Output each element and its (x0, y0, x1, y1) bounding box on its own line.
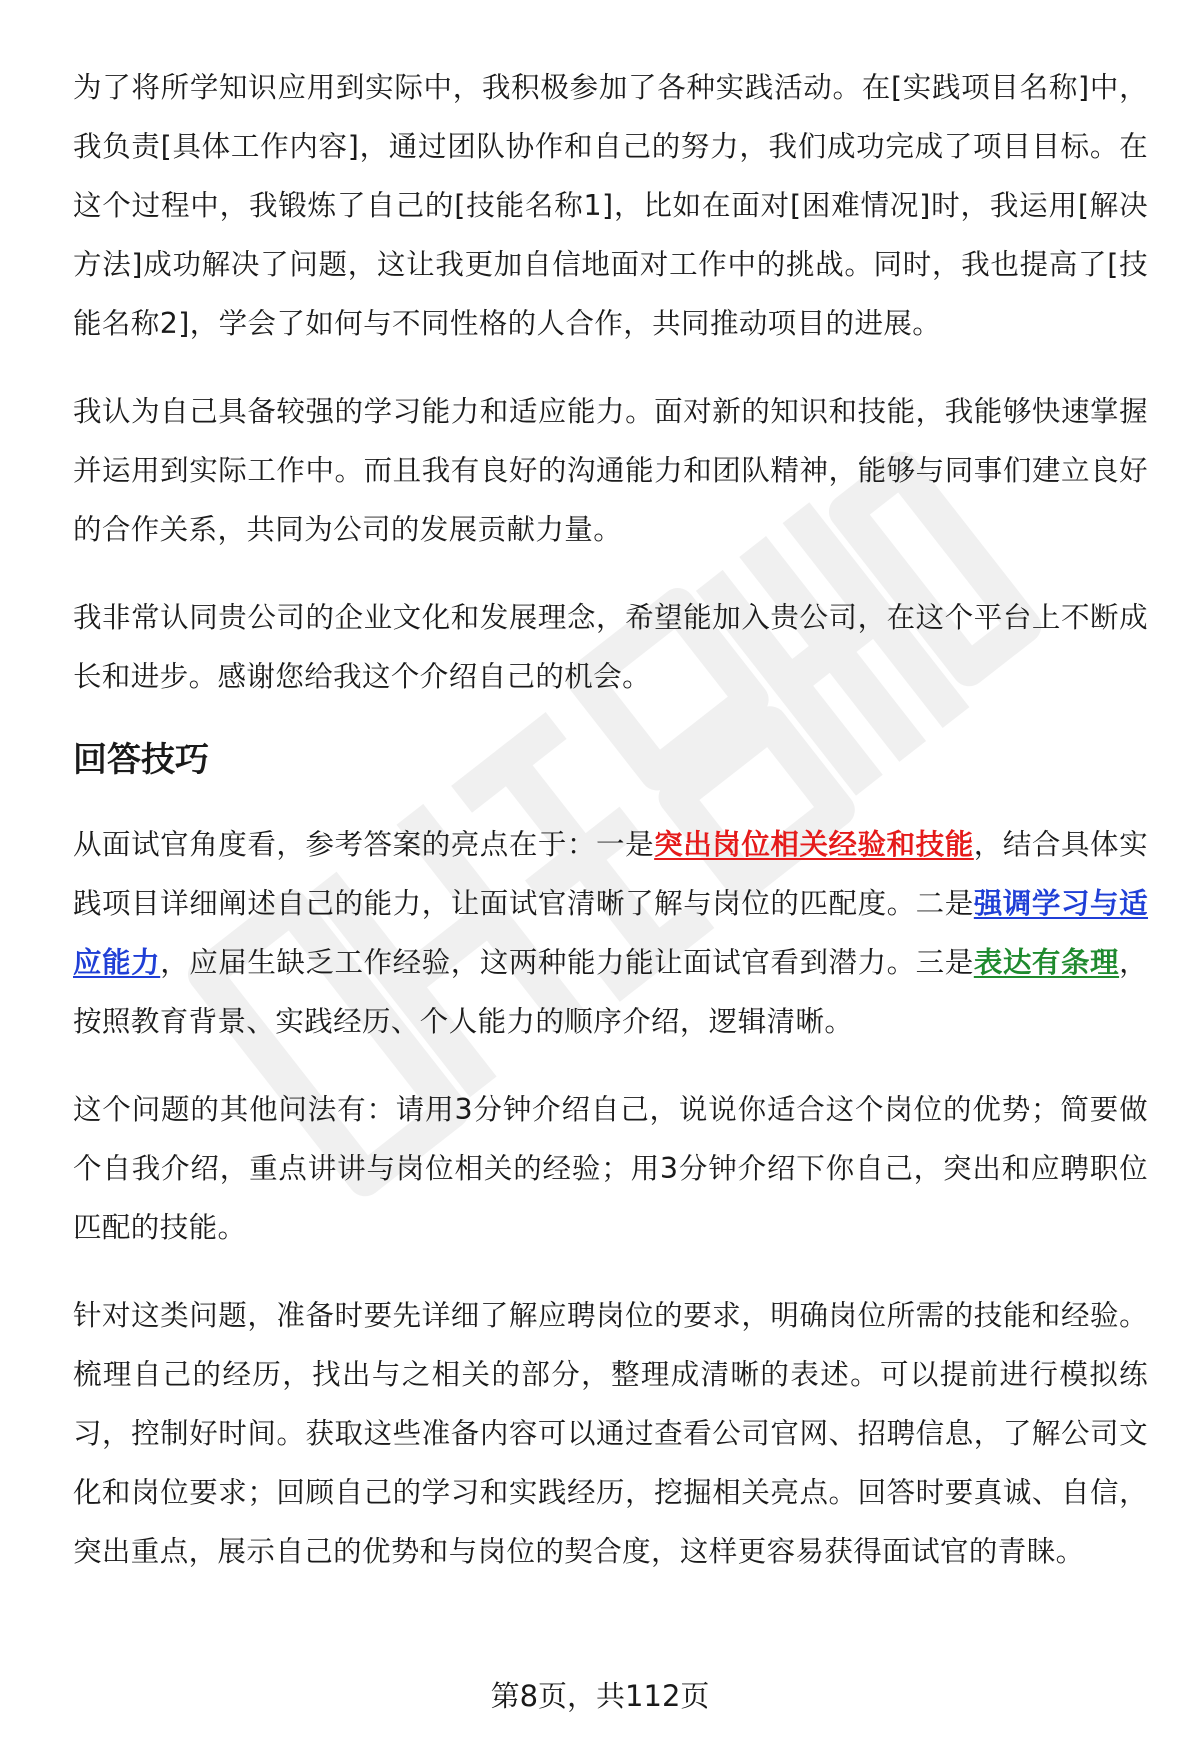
paragraph-practice: 为了将所学知识应用到实际中，我积极参加了各种实践活动。在[实践项目名称]中，我负责[具体工作内容]，通过团队协作和自己的努力，我们成功完成了项目目标。在这个过程中，我锻炼了自己的[技能名称1]，比如在面对[困难情况]时，我运用[解决方法]成功解决了问题，这让我更加自信地面对工作中的挑战。同时，我也提高了[技能名称2]，学会了如何与不同性格的人合作，共同推动项目的进展。 (73, 71, 1148, 340)
paragraph-tip-highlights (73, 815, 1148, 1051)
highlight-experience-skills: 突出岗位相关经验和技能 (654, 828, 974, 861)
document-body (73, 58, 1148, 1610)
paragraph-closing: 我非常认同贵公司的企业文化和发展理念，希望能加入贵公司，在这个平台上不断成长和进步。感谢您给我这个介绍自己的机会。 (73, 601, 1148, 693)
paragraph-abilities: 我认为自己具备较强的学习能力和适应能力。面对新的知识和技能，我能够快速掌握并运用到实际工作中。而且我有良好的沟通能力和团队精神，能够与同事们建立良好的合作关系，共同为公司的发展贡献力量。 (73, 395, 1148, 546)
highlight-learning-adapt: 强调学习与适应能力 (73, 887, 1149, 979)
tip-text: 从面试官角度看，参考答案的亮点在于：一是 (73, 828, 655, 861)
highlight-organized: 表达有条理 (973, 946, 1120, 979)
section-heading: 回答技巧 (73, 740, 209, 780)
tip-text: ，按照教育背景、实践经历、个人能力的顺序介绍，逻辑清晰。 (73, 946, 1149, 1038)
tip-text: ，应届生缺乏工作经验，这两种能力能让面试官看到潜力。三是 (160, 946, 974, 979)
paragraph-tip-preparation: 针对这类问题，准备时要先详细了解应聘岗位的要求，明确岗位所需的技能和经验。梳理自己的经历，找出与之相关的部分，整理成清晰的表述。可以提前进行模拟练习，控制好时间。获取这些准备内容可以通过查看公司官网、招聘信息，了解公司文化和岗位要求；回顾自己的学习和实践经历，挖掘相关亮点。回答时要真诚、自信，突出重点，展示自己的优势和与岗位的契合度，这样更容易获得面试官的青睐。 (73, 1299, 1148, 1568)
tip-text: ，结合具体实践项目详细阐述自己的能力，让面试官清晰了解与岗位的匹配度。二是 (73, 828, 1148, 920)
page-number: 第8页，共112页 (490, 1679, 710, 1713)
paragraph-tip-alternatives: 这个问题的其他问法有：请用3分钟介绍自己，说说你适合这个岗位的优势；简要做个自我介绍，重点讲讲与岗位相关的经验；用3分钟介绍下你自己，突出和应聘职位匹配的技能。 (73, 1093, 1148, 1244)
